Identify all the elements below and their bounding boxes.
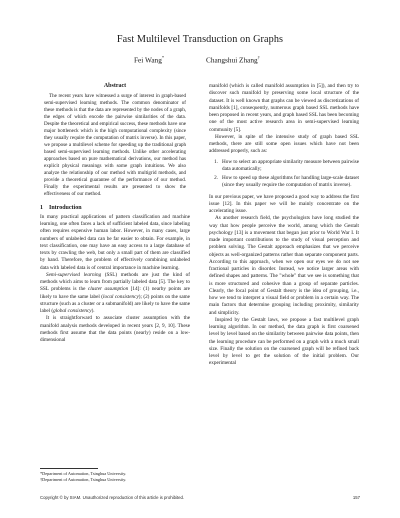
paper-title: Fast Multilevel Transduction on Graphs bbox=[116, 34, 284, 45]
list-item bbox=[209, 175, 359, 190]
author-name: Changshui Zhang† bbox=[206, 55, 260, 65]
footnote-mark: † bbox=[257, 55, 260, 60]
footnote: †Department of Automation, Tsinghua University. bbox=[40, 476, 127, 482]
list-item bbox=[209, 159, 359, 174]
list-number: 2. bbox=[214, 175, 218, 181]
paragraph: In our previous paper, we have proposed a good way to address the first issue [12]. In this paper we will be mainly concentrate on the accelerating issue. bbox=[209, 193, 359, 214]
left-column bbox=[40, 83, 190, 344]
paragraph: manifold (which is called manifold assumption in [5]), and then try to discover such manifold by preserving some local structure of the dataset. It is well known that graphs can be viewed as discretizations of manifolds [1], consequently, numerous graph based SSL methods have been proposed in recent years, and graph based SSL has been becoming one of the most active research area in semi-supervised learning community [5]. bbox=[209, 83, 359, 133]
author-line bbox=[0, 55, 400, 67]
paragraph: Semi-supervised learning (SSL) methods are just the kind of methods which aims to learn from partially labeled data [5]. The key to SSL problems is the cluster assumption [14]: (1) nearby points are likely to have the same label (local consistency); (2) points on the same structure (such as a cluster or a submanifold) are likely to have the same label (global consistency). bbox=[40, 271, 190, 315]
paragraph: However, in spite of the intensive study of graph based SSL methods, there are still some open issues which have not been addressed properly, such as: bbox=[209, 133, 359, 155]
list-number: 1. bbox=[214, 158, 218, 165]
abstract-text: The recent years have witnessed a surge of interest in graph-based semi-supervised learning methods. The common denominator of these methods is that the data are represented by the nodes of a graph, the edges of which encode the pairwise similarities of the data. Despite the theoretical and empirical success, these methods have one major bottleneck which is the high computational complexity (since they usually require the computation of matrix inverse). In this paper, we propose a multilevel scheme for speeding up the traditional graph based semi-supervised learning methods. Unlike other accelerating approaches based on pure mathematical derivations, our method has explicit physical meanings with some graph intuitions. We also analyze the relationship of our method with multigrid methods, and provide a theoretical guarantee of the performance of our method. Finally the experimental results are presented to show the effectiveness of our method. bbox=[44, 93, 186, 197]
author-name: Fei Wang* bbox=[134, 55, 165, 65]
section-heading bbox=[40, 205, 190, 212]
footnote-mark: * bbox=[161, 55, 165, 60]
page-number: 157 bbox=[352, 495, 360, 500]
paragraph: In many practical applications of pattern classification and machine learning, one often faces a lack of sufficient labeled data, since labeling often requires expensive human labor. However, in many cases, large numbers of unlabeled data can be far easier to obtain. For example, in text classification, one may have an easy access to a large database of texts by crawling the web, but only a small part of them are classified by hand. Therefore, the problem of effectively combining unlabeled data with labeled data is of central importance in machine learning. bbox=[40, 213, 190, 271]
copyright-notice: Copyright © by SIAM. Unauthorized reproduction of this article is prohibited. bbox=[40, 495, 185, 500]
list-text: How to select an appropriate similarity measure between pairwise data automatically; bbox=[222, 158, 359, 172]
paragraph: It is straightforward to associate cluster assumption with the manifold analysis methods developed in recent years [2, 9, 10]. These methods first assume that the data points (nearly) reside on a low-dimensional bbox=[40, 315, 190, 344]
section-number: 1 bbox=[40, 204, 43, 211]
section-title: Introduction bbox=[49, 204, 82, 211]
right-column bbox=[209, 83, 359, 368]
footnote: *Department of Automation, Tsinghua University. bbox=[40, 471, 127, 476]
footnotes bbox=[40, 471, 190, 482]
numbered-list bbox=[209, 159, 359, 190]
page-footer bbox=[0, 495, 400, 503]
paragraph: Inspired by the Gestalt laws, we propose a fast multilevel graph learning algorithm. In our method, the data graph is first coarsened level by level based on the similarity between pairwise data points, then the learning procedure can be performed on a graph with a much small size. Finally the solution on the coarsened graph will be refined back level by level to get the solution of the initial problem. Our experimental bbox=[209, 316, 359, 367]
paragraph: As another research field, the psychologists have long studied the way that how people perceive the world, among which the Gestalt psychology [13] is a movement that began just prior to World War I. It made important contributions to the study of visual perception and problem solving. The Gestalt approach emphasizes that we perceive objects as well-organized patterns rather than separate component parts. According to this approach, when we open our eyes we do not see fractional particles in disorder. Instead, we notice larger areas with defined shapes and patterns. The "whole" that we see is something that is more structured and cohesive than a group of separate particles. Clearly, the focal point of Gestalt theory is the idea of grouping, i.e., how we tend to interpret a visual field or problem in a certain way. The main factors that determine grouping including proximity, similarity and simplicity. bbox=[209, 215, 359, 316]
footnote-rule bbox=[40, 468, 98, 469]
abstract-heading: Abstract bbox=[103, 83, 127, 89]
list-text: How to speed up these algorithms for handling large-scale dataset (since they usually require the computation of matrix inverse). bbox=[222, 175, 359, 189]
